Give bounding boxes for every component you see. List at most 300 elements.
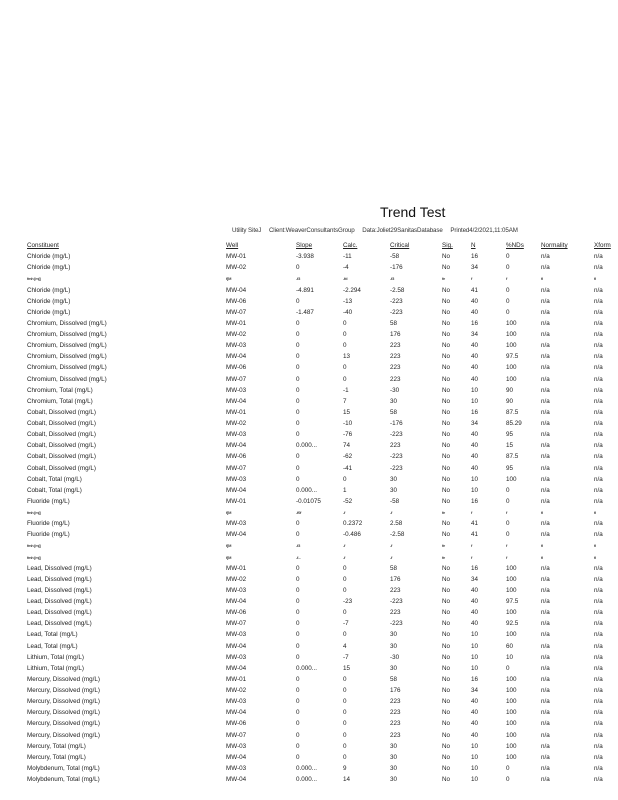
cell-slope: 0: [296, 631, 300, 639]
cell-critical: -223: [390, 464, 403, 472]
cell-slope: 0: [296, 698, 300, 706]
cell-xform: n/a: [594, 731, 603, 739]
table-row: [27, 474, 617, 485]
cell-critical: 30: [390, 742, 398, 750]
cell-pct-nds: 60: [506, 642, 514, 650]
cell-xform: n/a: [594, 397, 603, 405]
cell-well: f[M: [226, 554, 232, 560]
cell-normality: n/a: [541, 653, 550, 661]
table-row: [27, 385, 617, 396]
cell-normality: n/a: [541, 319, 550, 327]
cell-calc: 0: [343, 709, 347, 717]
cell-critical: 223: [390, 720, 401, 728]
cell-constituent: Cobalt, Dissolved (mg/L): [27, 442, 96, 450]
cell-slope: 0: [296, 564, 300, 572]
cell-normality: n/a: [541, 486, 550, 494]
cell-calc: -41: [343, 464, 353, 472]
cell-sig: No: [442, 264, 451, 272]
cell-constituent: Mercury, Total (mg/L): [27, 742, 86, 750]
cell-normality: n/a: [541, 264, 550, 272]
cell-calc: -40: [343, 308, 353, 316]
cell-n: 40: [471, 698, 479, 706]
header-critical: Critical: [390, 242, 410, 249]
cell-slope: 0: [296, 709, 300, 717]
table-row: [27, 340, 617, 351]
cell-xform: n/a: [594, 609, 603, 617]
cell-constituent: Chloride (mg/L): [27, 308, 71, 316]
trend-test-table: [27, 240, 617, 785]
cell-calc: 0.2372: [343, 520, 363, 528]
cell-well: MW-06: [226, 720, 247, 728]
cell-normality: fi: [541, 543, 543, 549]
cell-constituent: Lead, Dissolved (mg/L): [27, 620, 92, 628]
table-row: [27, 574, 617, 585]
cell-critical: -223: [390, 308, 403, 316]
cell-slope: 0: [296, 431, 300, 439]
cell-xform: n/a: [594, 598, 603, 605]
cell-well: MW-03: [226, 386, 247, 394]
cell-sig: No: [442, 308, 451, 316]
cell-n: f: [471, 276, 473, 282]
cell-pct-nds: 92.5: [506, 620, 519, 628]
cell-slope: 0: [296, 609, 300, 617]
printed-date: Printed4/2/2021,11:05AM: [450, 227, 518, 234]
cell-critical: -58: [390, 497, 400, 505]
cell-n: 34: [471, 420, 479, 427]
cell-well: MW-04: [226, 709, 247, 717]
cell-constituent: Molybdenum, Total (mg/L): [27, 764, 100, 772]
cell-critical: 223: [390, 609, 401, 617]
cell-constituent: Chromium, Dissolved (mg/L): [27, 364, 107, 372]
cell-constituent: Chromium, Dissolved (mg/L): [27, 319, 107, 327]
cell-critical: 30: [390, 776, 398, 783]
cell-normality: n/a: [541, 731, 550, 739]
cell-sig: No: [442, 564, 451, 572]
cell-pct-nds: 100: [506, 720, 517, 728]
cell-calc: -2.294: [343, 286, 361, 294]
cell-normality: n/a: [541, 598, 550, 605]
cell-xform: n/a: [594, 442, 603, 450]
table-row: [27, 663, 617, 674]
cell-critical: -f: [390, 510, 393, 515]
header-constituent: Constituent: [27, 242, 59, 249]
cell-critical: 223: [390, 342, 401, 350]
cell-normality: n/a: [541, 698, 550, 706]
cell-n: 34: [471, 575, 479, 583]
cell-constituent: Lead, Dissolved (mg/L): [27, 586, 92, 594]
cell-well: MW-04: [226, 353, 247, 361]
cell-xform: n/a: [594, 675, 603, 683]
cell-n: 16: [471, 675, 479, 683]
cell-well: MW-07: [226, 620, 247, 628]
cell-xform: n/a: [594, 375, 603, 383]
cell-pct-nds: 0: [506, 664, 510, 672]
cell-normality: n/a: [541, 475, 550, 483]
table-header-row: [27, 240, 617, 251]
cell-sig: fe: [442, 276, 445, 282]
cell-normality: fi: [541, 510, 543, 515]
cell-slope: 0: [296, 375, 300, 383]
cell-normality: n/a: [541, 331, 550, 338]
cell-xform: n/a: [594, 408, 603, 416]
cell-sig: No: [442, 776, 451, 783]
cell-xform: n/a: [594, 475, 603, 483]
cell-calc: 0: [343, 631, 347, 639]
table-row: [27, 451, 617, 462]
cell-pct-nds: 100: [506, 698, 517, 706]
cell-well: MW-02: [226, 687, 247, 694]
cell-normality: n/a: [541, 753, 550, 761]
cell-pct-nds: 100: [506, 742, 517, 750]
cell-slope: 0: [296, 642, 300, 650]
cell-well: MW-03: [226, 764, 247, 772]
cell-pct-nds: 95: [506, 431, 514, 439]
cell-constituent: Cobalt, Dissolved (mg/L): [27, 408, 96, 416]
cell-n: 10: [471, 475, 479, 483]
cell-pct-nds: 0: [506, 776, 510, 783]
cell-constituent: Chromium, Dissolved (mg/L): [27, 331, 107, 338]
cell-calc: 0: [343, 375, 347, 383]
cell-calc: 0: [343, 720, 347, 728]
cell-pct-nds: 0: [506, 486, 510, 494]
cell-sig: No: [442, 319, 451, 327]
cell-slope: -f3: [296, 543, 300, 549]
cell-xform: n/a: [594, 308, 603, 316]
cell-n: 10: [471, 642, 479, 650]
cell-calc: 4: [343, 642, 347, 650]
cell-xform: n/a: [594, 642, 603, 650]
cell-xform: n/a: [594, 342, 603, 350]
cell-pct-nds: f: [506, 276, 508, 282]
cell-xform: n/a: [594, 664, 603, 672]
header-calc: Calc.: [343, 242, 358, 249]
cell-n: 40: [471, 453, 479, 461]
table-row: [27, 607, 617, 618]
cell-critical: 58: [390, 319, 398, 327]
cell-normality: n/a: [541, 286, 550, 294]
cell-n: 10: [471, 664, 479, 672]
cell-pct-nds: f: [506, 543, 508, 549]
cell-critical: 58: [390, 675, 398, 683]
cell-critical: -223: [390, 620, 403, 628]
cell-n: 34: [471, 687, 479, 694]
cell-normality: n/a: [541, 431, 550, 439]
cell-xform: n/a: [594, 698, 603, 706]
table-row: [27, 463, 617, 474]
cell-xform: n/a: [594, 464, 603, 472]
cell-calc: 0: [343, 675, 347, 683]
cell-well: MW-02: [226, 420, 247, 427]
cell-normality: n/a: [541, 631, 550, 639]
cell-calc: -62: [343, 453, 353, 461]
cell-calc: 15: [343, 408, 351, 416]
cell-well: MW-07: [226, 308, 247, 316]
cell-sig: No: [442, 598, 451, 605]
cell-sig: No: [442, 253, 451, 261]
cell-normality: n/a: [541, 531, 550, 539]
cell-slope: -f3: [296, 276, 300, 282]
table-row: [27, 273, 617, 284]
cell-calc: -f: [343, 510, 346, 515]
table-row: [27, 329, 617, 340]
cell-normality: n/a: [541, 687, 550, 694]
cell-well: MW-03: [226, 475, 247, 483]
cell-xform: n/a: [594, 453, 603, 461]
header-normality: Normality: [541, 242, 568, 249]
cell-xform: n/a: [594, 531, 603, 539]
table-row: [27, 418, 617, 429]
cell-slope: 0: [296, 575, 300, 583]
cell-constituent: Chloride (mg/L): [27, 253, 71, 261]
cell-critical: 58: [390, 408, 398, 416]
cell-calc: -52: [343, 497, 353, 505]
cell-well: MW-03: [226, 586, 247, 594]
cell-slope: 0: [296, 586, 300, 594]
cell-xform: n/a: [594, 631, 603, 639]
cell-slope: -0.01075: [296, 497, 321, 505]
cell-critical: 176: [390, 331, 401, 338]
cell-xform: n/a: [594, 764, 603, 772]
cell-slope: 0: [296, 331, 300, 338]
cell-critical: 30: [390, 664, 398, 672]
table-row: [27, 763, 617, 774]
table-row: [27, 518, 617, 529]
cell-constituent: fmh [mj]: [27, 543, 41, 549]
cell-critical: 30: [390, 397, 398, 405]
cell-xform: n/a: [594, 742, 603, 750]
cell-constituent: Lead, Total (mg/L): [27, 642, 78, 650]
cell-n: 40: [471, 442, 479, 450]
cell-sig: No: [442, 386, 451, 394]
table-row: [27, 596, 617, 607]
cell-calc: -7: [343, 653, 349, 661]
cell-sig: No: [442, 486, 451, 494]
cell-n: 40: [471, 709, 479, 717]
cell-well: MW-04: [226, 642, 247, 650]
cell-slope: -1.487: [296, 308, 314, 316]
cell-constituent: fmh [mj]: [27, 510, 41, 515]
cell-slope: 0.000...: [296, 486, 318, 494]
cell-sig: No: [442, 731, 451, 739]
cell-calc: 0: [343, 364, 347, 372]
cell-constituent: Fluoride (mg/L): [27, 497, 70, 505]
cell-pct-nds: 10: [506, 653, 514, 661]
cell-normality: n/a: [541, 742, 550, 750]
client-name: Client:WeaverConsultantsGroup: [268, 227, 355, 234]
cell-sig: No: [442, 342, 451, 350]
cell-n: 40: [471, 464, 479, 472]
cell-well: MW-03: [226, 342, 247, 350]
cell-well: MW-01: [226, 675, 247, 683]
cell-normality: n/a: [541, 720, 550, 728]
cell-critical: -2.58: [390, 531, 405, 539]
cell-constituent: Mercury, Dissolved (mg/L): [27, 731, 101, 739]
cell-well: MW-06: [226, 453, 247, 461]
cell-calc: 0: [343, 586, 347, 594]
cell-xform: fi: [594, 554, 596, 560]
cell-slope: -f0f: [296, 510, 302, 515]
table-row: [27, 774, 617, 785]
cell-critical: -223: [390, 431, 403, 439]
table-row: [27, 730, 617, 741]
cell-pct-nds: 100: [506, 687, 517, 694]
table-row: [27, 429, 617, 440]
table-row: [27, 362, 617, 373]
cell-slope: 0: [296, 297, 300, 305]
cell-constituent: Mercury, Dissolved (mg/L): [27, 698, 101, 706]
cell-normality: n/a: [541, 575, 550, 583]
cell-critical: 176: [390, 575, 401, 583]
cell-xform: n/a: [594, 364, 603, 372]
cell-slope: 0.000...: [296, 764, 318, 772]
cell-critical: -f: [390, 554, 393, 560]
cell-slope: -f...: [296, 554, 301, 560]
cell-well: MW-04: [226, 442, 247, 450]
table-row: [27, 496, 617, 507]
cell-well: MW-04: [226, 664, 247, 672]
cell-calc: 74: [343, 442, 351, 450]
cell-slope: 0: [296, 364, 300, 372]
cell-xform: fi: [594, 510, 596, 515]
cell-sig: fe: [442, 554, 445, 560]
cell-well: MW-06: [226, 297, 247, 305]
cell-n: f: [471, 554, 473, 560]
cell-constituent: Cobalt, Dissolved (mg/L): [27, 431, 96, 439]
cell-constituent: Lithium, Total (mg/L): [27, 664, 84, 672]
cell-pct-nds: 0: [506, 520, 510, 528]
cell-slope: 0: [296, 753, 300, 761]
cell-xform: n/a: [594, 297, 603, 305]
cell-slope: 0: [296, 531, 300, 539]
cell-xform: n/a: [594, 353, 603, 361]
cell-sig: No: [442, 408, 451, 416]
cell-n: 41: [471, 286, 479, 294]
cell-well: f[M: [226, 510, 232, 515]
report-subheader: [232, 227, 524, 234]
cell-constituent: Chloride (mg/L): [27, 286, 71, 294]
cell-sig: No: [442, 286, 451, 294]
cell-n: 10: [471, 397, 479, 405]
table-row: [27, 629, 617, 640]
cell-xform: n/a: [594, 331, 603, 338]
cell-xform: n/a: [594, 253, 603, 261]
cell-calc: 0: [343, 475, 347, 483]
cell-calc: -0.486: [343, 531, 361, 539]
cell-calc: 15: [343, 664, 351, 672]
cell-normality: n/a: [541, 397, 550, 405]
cell-xform: n/a: [594, 776, 603, 783]
cell-n: 40: [471, 431, 479, 439]
cell-slope: 0: [296, 397, 300, 405]
cell-normality: n/a: [541, 386, 550, 394]
cell-slope: 0.000...: [296, 664, 318, 672]
cell-slope: 0: [296, 520, 300, 528]
cell-pct-nds: 100: [506, 586, 517, 594]
cell-pct-nds: 0: [506, 286, 510, 294]
cell-normality: n/a: [541, 642, 550, 650]
cell-sig: No: [442, 575, 451, 583]
cell-pct-nds: 87.5: [506, 408, 519, 416]
table-row: [27, 718, 617, 729]
cell-slope: 0: [296, 475, 300, 483]
cell-sig: No: [442, 675, 451, 683]
cell-critical: 223: [390, 586, 401, 594]
cell-constituent: Fluoride (mg/L): [27, 520, 70, 528]
cell-constituent: Mercury, Total (mg/L): [27, 753, 86, 761]
cell-xform: n/a: [594, 564, 603, 572]
cell-slope: 0: [296, 598, 300, 605]
cell-critical: 30: [390, 631, 398, 639]
cell-pct-nds: f: [506, 510, 508, 515]
cell-normality: n/a: [541, 564, 550, 572]
cell-sig: No: [442, 453, 451, 461]
cell-normality: n/a: [541, 453, 550, 461]
cell-pct-nds: 100: [506, 753, 517, 761]
cell-pct-nds: 100: [506, 575, 517, 583]
cell-calc: 7: [343, 397, 347, 405]
cell-sig: No: [442, 353, 451, 361]
table-row: [27, 262, 617, 273]
table-row: [27, 685, 617, 696]
header-xform: Xform: [594, 242, 611, 249]
cell-slope: 0: [296, 453, 300, 461]
cell-constituent: fmh [mj]: [27, 554, 41, 560]
table-row: [27, 307, 617, 318]
cell-slope: 0: [296, 620, 300, 628]
cell-sig: No: [442, 698, 451, 706]
cell-slope: -3.938: [296, 253, 314, 261]
header-sig: Sig.: [442, 242, 453, 249]
cell-n: 40: [471, 620, 479, 628]
cell-critical: 30: [390, 753, 398, 761]
cell-well: MW-01: [226, 408, 247, 416]
cell-xform: n/a: [594, 286, 603, 294]
cell-pct-nds: 100: [506, 564, 517, 572]
cell-sig: No: [442, 720, 451, 728]
cell-xform: n/a: [594, 620, 603, 628]
cell-normality: fi: [541, 276, 543, 282]
table-row: [27, 563, 617, 574]
cell-well: MW-07: [226, 464, 247, 472]
header-slope: Slope: [296, 242, 313, 249]
cell-n: 34: [471, 331, 479, 338]
cell-normality: n/a: [541, 586, 550, 594]
cell-slope: 0: [296, 353, 300, 361]
cell-pct-nds: 0: [506, 531, 510, 539]
cell-critical: 2.58: [390, 520, 403, 528]
cell-pct-nds: 0: [506, 297, 510, 305]
report-title: Trend Test: [380, 204, 446, 220]
cell-well: MW-02: [226, 575, 247, 583]
cell-constituent: Molybdenum, Total (mg/L): [27, 776, 100, 783]
cell-normality: n/a: [541, 342, 550, 350]
table-row: [27, 652, 617, 663]
cell-sig: No: [442, 620, 451, 628]
cell-xform: n/a: [594, 264, 603, 272]
cell-sig: No: [442, 431, 451, 439]
cell-constituent: Cobalt, Dissolved (mg/L): [27, 453, 96, 461]
cell-calc: -f: [343, 554, 346, 560]
cell-constituent: Fluoride (mg/L): [27, 531, 70, 539]
table-row: [27, 396, 617, 407]
cell-critical: 223: [390, 442, 401, 450]
cell-normality: n/a: [541, 620, 550, 628]
cell-slope: 0: [296, 420, 300, 427]
cell-well: MW-03: [226, 520, 247, 528]
cell-constituent: Cobalt, Dissolved (mg/L): [27, 464, 96, 472]
cell-calc: -76: [343, 431, 353, 439]
cell-slope: 0: [296, 342, 300, 350]
